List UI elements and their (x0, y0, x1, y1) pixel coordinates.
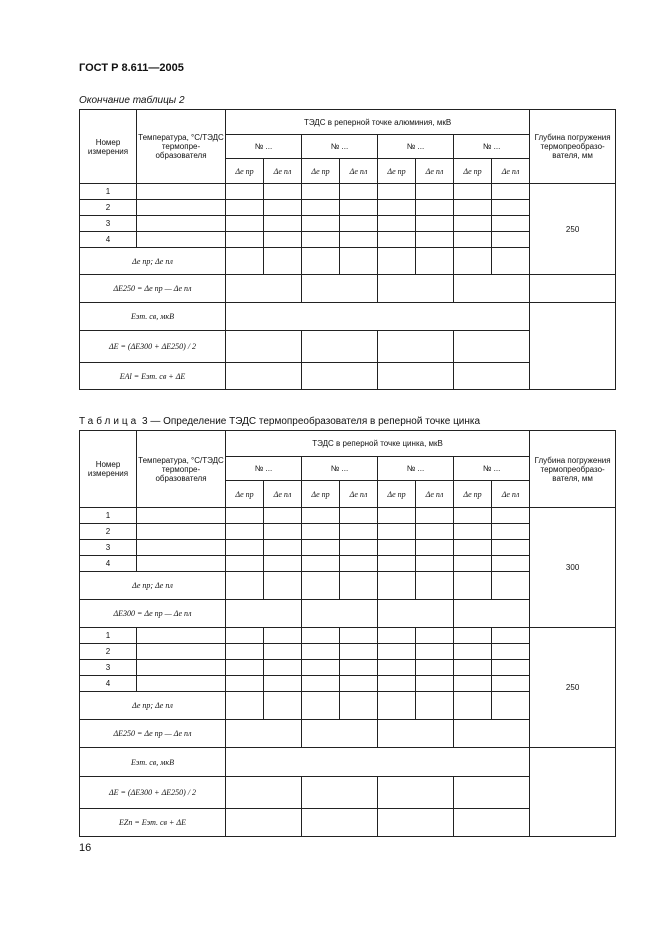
col-no: № ... (454, 457, 530, 481)
table-caption-text: 3 — Определение ТЭДС термопреобразователя в реперной точке цинка (142, 416, 481, 427)
col-de-pl: Δe пл (492, 481, 530, 508)
formula-reference-emf: Eэт. св, мкВ (80, 748, 226, 777)
formula-average: ΔE = (ΔE300 + ΔE250) / 2 (80, 777, 226, 809)
table-aluminium (79, 109, 616, 390)
depth-value: 250 (530, 184, 616, 275)
col-measurement: Номер измерения (80, 431, 137, 508)
col-no: № ... (226, 457, 302, 481)
page-number: 16 (79, 842, 92, 854)
table-caption (79, 416, 480, 427)
col-de-pr: Δe пр (378, 159, 416, 184)
depth-value: 300 (530, 508, 616, 628)
row-number: 1 (80, 628, 137, 644)
col-no: № ... (302, 135, 378, 159)
formula-reference-emf: Eэт. св, мкВ (80, 303, 226, 331)
col-no: № ... (226, 135, 302, 159)
formula-delta: ΔE250 = Δe пр — Δe пл (80, 720, 226, 748)
row-number: 4 (80, 556, 137, 572)
row-number: 4 (80, 676, 137, 692)
col-de-pl: Δe пл (340, 481, 378, 508)
col-de-pr: Δe пр (226, 159, 264, 184)
formula-mean: Δe пр; Δe пл (80, 572, 226, 600)
row-number: 3 (80, 216, 137, 232)
row-number: 4 (80, 232, 137, 248)
group-header: ТЭДС в реперной точке алюминия, мкВ (226, 110, 530, 135)
formula-mean: Δe пр; Δe пл (80, 692, 226, 720)
col-measurement: Номер измерения (80, 110, 137, 184)
depth-value: 250 (530, 628, 616, 748)
formula-average: ΔE = (ΔE300 + ΔE250) / 2 (80, 331, 226, 363)
row-number: 3 (80, 540, 137, 556)
col-no: № ... (302, 457, 378, 481)
col-de-pl: Δe пл (340, 159, 378, 184)
col-de-pr: Δe пр (454, 159, 492, 184)
col-de-pr: Δe пр (226, 481, 264, 508)
formula-mean: Δe пр; Δe пл (80, 248, 226, 275)
col-depth: Глубина погружения термопреобразо-вателя, мм (530, 110, 616, 184)
col-de-pl: Δe пл (264, 481, 302, 508)
table-zinc (79, 430, 616, 837)
col-no: № ... (454, 135, 530, 159)
formula-result: EAl = Eэт. св + ΔE (80, 363, 226, 390)
col-temperature: Температура, °С/ТЭДС термопре-образователя (137, 431, 226, 508)
document-header: ГОСТ Р 8.611—2005 (79, 62, 184, 74)
row-number: 1 (80, 508, 137, 524)
table-caption-word: Таблица (79, 416, 140, 427)
col-de-pr: Δe пр (454, 481, 492, 508)
col-de-pl: Δe пл (416, 159, 454, 184)
row-number: 2 (80, 524, 137, 540)
col-de-pr: Δe пр (378, 481, 416, 508)
col-de-pl: Δe пл (492, 159, 530, 184)
col-no: № ... (378, 135, 454, 159)
formula-delta: ΔE250 = Δe пр — Δe пл (80, 275, 226, 303)
row-number: 2 (80, 644, 137, 660)
group-header: ТЭДС в реперной точке цинка, мкВ (226, 431, 530, 457)
col-temperature: Температура, °С/ТЭДС термопре-образователя (137, 110, 226, 184)
col-de-pr: Δe пр (302, 481, 340, 508)
col-de-pl: Δe пл (264, 159, 302, 184)
col-de-pl: Δe пл (416, 481, 454, 508)
col-no: № ... (378, 457, 454, 481)
formula-result: EZn = Eэт. св + ΔE (80, 809, 226, 837)
table-caption-continuation: Окончание таблицы 2 (79, 95, 185, 106)
row-number: 1 (80, 184, 137, 200)
row-number: 2 (80, 200, 137, 216)
row-number: 3 (80, 660, 137, 676)
col-depth: Глубина погружения термопреобразо-вателя, мм (530, 431, 616, 508)
formula-delta: ΔE300 = Δe пр — Δe пл (80, 600, 226, 628)
col-de-pr: Δe пр (302, 159, 340, 184)
